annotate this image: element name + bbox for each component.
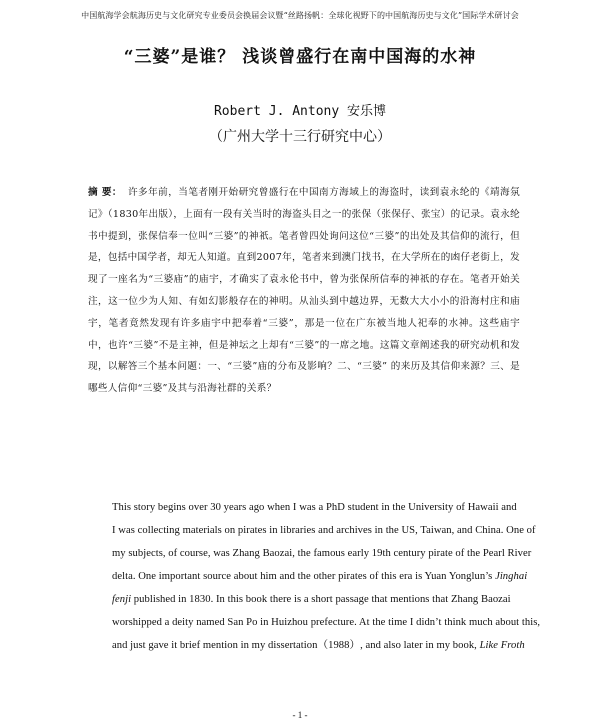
- body-line-text: delta. One important source about him and the other pirates of this era is Yuan Yonglun’s: [112, 571, 493, 582]
- body-line: worshipped a deity named San Po in Huizhou prefecture. At the time I didn’t think much about this,: [112, 617, 541, 628]
- running-head: 中国航海学会航海历史与文化研究专业委员会换届会议暨“丝路扬帆：全球化视野下的中国航海历史与文化”国际学术研讨会: [81, 11, 519, 20]
- abstract-text: 许多年前，当笔者刚开始研究曾盛行在中国南方海域上的海盗时，读到袁永纶的《靖海氛记》（1830年出版），上面有一段有关当时的海盗头目之一的张保（张保仔、张宝）的记录。袁永纶书中提到，张保信奉一位叫“三婆”的神祇。笔者曾四处询问这位“三婆”的出处及其信仰的流行，但是，包括中国学者，却无人知道。直到2007年，笔者来到澳门找书，在大学所在的凼仔老街上，发现了一座名为“三婆庙”的庙宇，才确实了袁永伦书中，曾为张保所信奉的神祇的存在。笔者开始关注，这一位少为人知、有如幻影般存在的神明。从汕头到中越边界，无数大大小小的沿海村庄和庙宇，笔者竟然发现有许多庙宇中把奉着“三婆”，那是一位在广东被当地人祀奉的水神。这些庙宇中，也许“三婆”不是主神，但是神坛之上却有“三婆”的一席之地。这篇文章阐述我的研究动机和发现，以解答三个基本问题：一、“三婆”庙的分布及影响？二、“三婆” 的来历及其信仰来源？三、是哪些人信仰“三婆”及其与沿海社群的关系？: [88, 187, 521, 395]
- paper-title: “三婆”是谁？ 浅谈曾盛行在南中国海的水神: [123, 47, 477, 67]
- abstract: [88, 182, 520, 400]
- author-name: Robert J. Antony 安乐博: [213, 104, 387, 119]
- page-number: - 1 -: [292, 710, 308, 720]
- italic-title: Like Froth: [479, 640, 525, 651]
- body-line: [112, 634, 525, 657]
- body-paragraph: [112, 496, 541, 657]
- italic-title: Jinghai: [495, 571, 528, 582]
- body-line-text: and just gave it brief mention in my dissertation（1988）, and also later in my book,: [112, 640, 477, 651]
- body-line: my subjects, of course, was Zhang Baozai, the famous early 19th century pirate of the Pearl River: [112, 548, 532, 559]
- italic-title: fenji: [112, 594, 132, 605]
- body-line: This story begins over 30 years ago when I was a PhD student in the University of Hawaii and: [112, 502, 517, 513]
- body-line-text: published in 1830. In this book there is a short passage that mentions that Zhang Baozai: [133, 594, 511, 605]
- author-affiliation: （广州大学十三行研究中心）: [209, 129, 391, 145]
- body-line: [112, 588, 512, 611]
- abstract-label: 摘 要：: [88, 187, 122, 198]
- body-line: [112, 565, 528, 588]
- body-line: I was collecting materials on pirates in libraries and archives in the US, Taiwan, and China. One of: [112, 525, 536, 536]
